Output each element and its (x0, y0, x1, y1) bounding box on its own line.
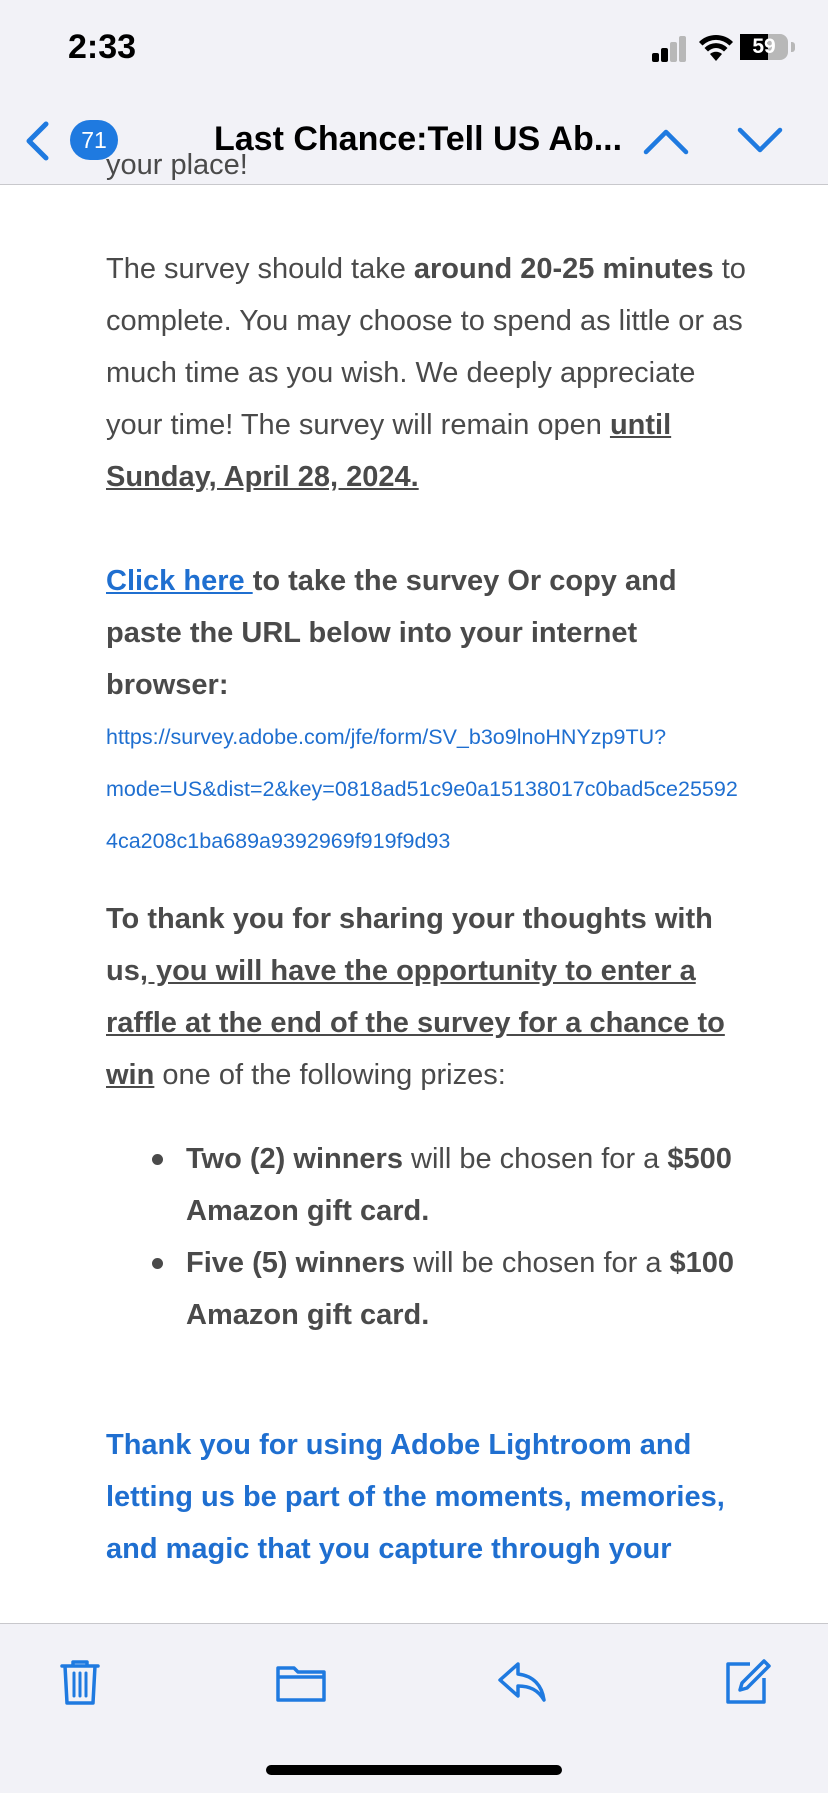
survey-url-line-1[interactable]: https://survey.adobe.com/jfe/form/SV_b3o9lnoHNYzp9TU? (106, 725, 667, 749)
prize-winners-bold: Five (5) winners (186, 1247, 406, 1279)
battery-percent: 59 (752, 35, 776, 58)
status-bar (0, 0, 828, 96)
prize-text: will be chosen for a (402, 1143, 668, 1175)
back-chevron-icon[interactable] (22, 120, 52, 162)
survey-link-paragraph (106, 555, 746, 711)
prize-value: $100 Amazon gift card. (186, 1247, 735, 1331)
battery-nub (791, 42, 795, 52)
survey-url-line-3[interactable]: 4ca208c1ba689a9392969f919f9d93 (106, 829, 451, 853)
prize-list (106, 1133, 746, 1341)
p1-text-start: The survey should take (106, 253, 414, 285)
email-body (0, 149, 828, 1623)
home-indicator[interactable] (266, 1765, 562, 1775)
survey-url-line-2[interactable]: mode=US&dist=2&key=0818ad51c9e0a15138017c0bad5ce25592 (106, 777, 738, 801)
list-item (186, 1133, 746, 1237)
folder-icon[interactable] (274, 1656, 328, 1708)
trash-icon[interactable] (54, 1656, 106, 1708)
p3-underlined: , you will have the opportunity to enter a raffle at the end of the survey for a chance to win (106, 955, 725, 1091)
list-item (186, 1237, 746, 1341)
p1-duration-bold: around 20-25 minutes (413, 253, 714, 285)
unread-count-badge[interactable]: 71 (70, 120, 118, 160)
wifi-icon (698, 32, 734, 62)
battery-icon (740, 34, 788, 60)
status-time: 2:33 (68, 28, 137, 66)
compose-icon[interactable] (720, 1656, 772, 1708)
prize-winners-bold: Two (2) winners (186, 1143, 403, 1175)
reply-icon[interactable] (496, 1656, 550, 1708)
prize-value: $500 Amazon gift card. (186, 1143, 732, 1227)
p3-text-end: one of the following prizes: (154, 1059, 506, 1091)
email-subject-title: Last Chance:Tell US Ab... (214, 120, 623, 158)
raffle-paragraph (106, 893, 746, 1101)
thank-you-paragraph: Thank you for using Adobe Lightroom and letting us be part of the moments, memories, and magic that you capture through your (106, 1429, 725, 1565)
survey-duration-paragraph (106, 243, 746, 503)
p1-deadline: until Sunday, April 28, 2024. (106, 409, 672, 493)
prize-text: will be chosen for a (405, 1247, 670, 1279)
p2-instructions: to take the survey Or copy and paste the URL below into your internet browser: (106, 565, 677, 701)
p1-text-middle: to complete. You may choose to spend as little or as much time as you wish. We deeply appreciate your time! The survey will remain open (106, 253, 746, 441)
body-fragment-top: your place! (106, 149, 248, 181)
click-here-link[interactable]: Click here (106, 565, 253, 597)
cellular-signal-icon (652, 36, 688, 62)
p3-bold: To thank you for sharing your thoughts with us (106, 903, 713, 987)
